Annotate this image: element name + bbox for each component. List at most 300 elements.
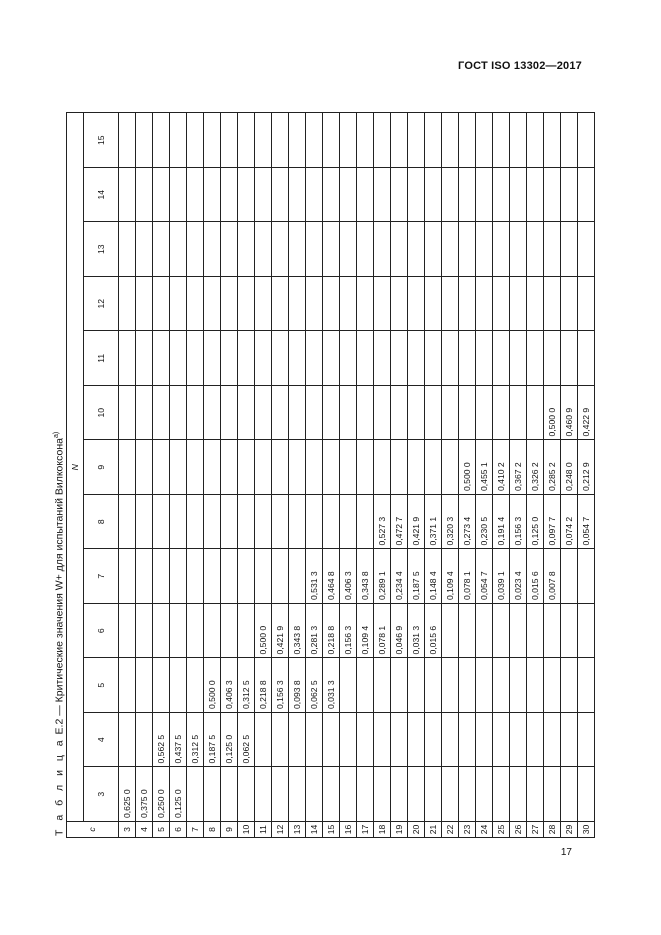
table-cell [221, 440, 238, 495]
table-cell [374, 168, 391, 223]
table-cell [408, 767, 425, 822]
table-cell [238, 331, 255, 386]
table-cell [408, 277, 425, 332]
header-n-cell: 5 [84, 658, 119, 713]
table-cell [323, 277, 340, 332]
table-cell [357, 767, 374, 822]
table-cell [476, 168, 493, 223]
rotated-table-area [48, 94, 591, 838]
table-cell [187, 549, 204, 604]
table-cell [561, 331, 578, 386]
table-cell [289, 440, 306, 495]
table-cell [323, 168, 340, 223]
table-cell [425, 113, 442, 168]
table-cell [119, 713, 136, 768]
table-cell [306, 767, 323, 822]
table-cell [204, 331, 221, 386]
table-cell [476, 386, 493, 441]
table-cell [510, 658, 527, 713]
table-row [136, 113, 153, 838]
table-cell [255, 113, 272, 168]
table-cell [578, 604, 595, 659]
table-row [391, 113, 408, 838]
header-row-N [67, 113, 84, 838]
table-cell [255, 549, 272, 604]
table-cell [408, 440, 425, 495]
header-c: c [67, 822, 119, 838]
table-cell [170, 658, 187, 713]
table-cell [374, 713, 391, 768]
table-cell: 0,093 8 [289, 658, 306, 713]
table-cell [255, 713, 272, 768]
table-row [476, 113, 493, 838]
header-n-cell: 8 [84, 495, 119, 550]
table-cell [255, 495, 272, 550]
table-cell [323, 440, 340, 495]
table-cell [408, 713, 425, 768]
critical-values-table [66, 113, 595, 839]
table-cell [476, 658, 493, 713]
table-cell [408, 386, 425, 441]
table-cell: 0,422 9 [578, 386, 595, 441]
table-cell [459, 767, 476, 822]
table-cell [459, 277, 476, 332]
table-cell [289, 168, 306, 223]
table-cell [323, 713, 340, 768]
table-cell [442, 658, 459, 713]
table-cell [136, 386, 153, 441]
table-cell [204, 604, 221, 659]
table-cell [340, 767, 357, 822]
table-cell: 0,273 4 [459, 495, 476, 550]
table-cell [510, 168, 527, 223]
header-n-cell: 4 [84, 713, 119, 768]
table-cell [153, 658, 170, 713]
table-cell [493, 658, 510, 713]
table-cell [493, 222, 510, 277]
table-cell: 0,343 8 [289, 604, 306, 659]
table-cell [238, 767, 255, 822]
table-cell: 0,289 1 [374, 549, 391, 604]
table-cell [340, 658, 357, 713]
table-cell [136, 495, 153, 550]
table-cell: 0,437 5 [170, 713, 187, 768]
table-cell [357, 168, 374, 223]
table-cell: 0,500 0 [255, 604, 272, 659]
table-cell [170, 277, 187, 332]
row-c-value: 7 [187, 822, 204, 838]
table-cell [425, 767, 442, 822]
table-cell [476, 277, 493, 332]
table-cell [187, 767, 204, 822]
table-cell [306, 713, 323, 768]
table-cell [119, 495, 136, 550]
table-cell: 0,421 9 [272, 604, 289, 659]
table-cell [136, 713, 153, 768]
table-cell [527, 713, 544, 768]
table-cell: 0,187 5 [204, 713, 221, 768]
table-cell [425, 440, 442, 495]
table-cell: 0,062 5 [238, 713, 255, 768]
table-cell [289, 113, 306, 168]
table-cell [136, 113, 153, 168]
table-cell [170, 440, 187, 495]
table-row [527, 113, 544, 838]
row-c-value: 10 [238, 822, 255, 838]
table-cell [459, 713, 476, 768]
table-cell: 0,148 4 [425, 549, 442, 604]
table-cell [187, 222, 204, 277]
table-cell [442, 767, 459, 822]
table-row [289, 113, 306, 838]
table-cell [119, 113, 136, 168]
table-cell [357, 331, 374, 386]
table-cell [442, 168, 459, 223]
table-cell [340, 277, 357, 332]
table-cell [459, 386, 476, 441]
row-c-value: 5 [153, 822, 170, 838]
table-cell [306, 168, 323, 223]
table-cell [340, 386, 357, 441]
table-cell [578, 549, 595, 604]
table-cell [238, 113, 255, 168]
row-c-value: 17 [357, 822, 374, 838]
table-cell [272, 713, 289, 768]
table-cell [493, 713, 510, 768]
table-cell [527, 658, 544, 713]
table-cell [204, 440, 221, 495]
table-cell [136, 658, 153, 713]
row-c-value: 24 [476, 822, 493, 838]
table-row [578, 113, 595, 838]
table-cell: 0,187 5 [408, 549, 425, 604]
table-cell [221, 495, 238, 550]
table-cell: 0,500 0 [459, 440, 476, 495]
table-cell [544, 658, 561, 713]
table-row [425, 113, 442, 838]
table-cell [391, 440, 408, 495]
table-cell [561, 277, 578, 332]
table-cell: 0,406 3 [340, 549, 357, 604]
table-cell [153, 386, 170, 441]
row-c-value: 23 [459, 822, 476, 838]
table-cell [510, 222, 527, 277]
table-cell [221, 549, 238, 604]
table-cell [459, 331, 476, 386]
table-cell: 0,248 0 [561, 440, 578, 495]
table-cell [340, 495, 357, 550]
row-c-value: 16 [340, 822, 357, 838]
table-cell [153, 495, 170, 550]
table-cell [408, 658, 425, 713]
table-cell [272, 331, 289, 386]
table-cell: 0,078 1 [459, 549, 476, 604]
table-cell [425, 168, 442, 223]
table-cell [527, 331, 544, 386]
table-cell: 0,367 2 [510, 440, 527, 495]
table-cell [391, 386, 408, 441]
table-cell [153, 277, 170, 332]
table-cell [238, 440, 255, 495]
table-cell [476, 767, 493, 822]
table-cell: 0,054 7 [578, 495, 595, 550]
table-cell [459, 604, 476, 659]
table-cell [289, 222, 306, 277]
table-row [544, 113, 561, 838]
row-c-value: 20 [408, 822, 425, 838]
table-row [340, 113, 357, 838]
table-cell [153, 604, 170, 659]
table-cell: 0,371 1 [425, 495, 442, 550]
table-cell [238, 168, 255, 223]
table-row [306, 113, 323, 838]
row-c-value: 12 [272, 822, 289, 838]
table-cell [476, 713, 493, 768]
table-cell [204, 168, 221, 223]
table-cell [408, 168, 425, 223]
table-cell [238, 549, 255, 604]
table-cell [442, 386, 459, 441]
row-c-value: 26 [510, 822, 527, 838]
table-cell: 0,625 0 [119, 767, 136, 822]
table-cell: 0,156 3 [272, 658, 289, 713]
table-cell [527, 386, 544, 441]
row-c-value: 18 [374, 822, 391, 838]
table-row [323, 113, 340, 838]
table-cell [527, 222, 544, 277]
table-cell [442, 604, 459, 659]
table-cell [153, 222, 170, 277]
table-cell [578, 658, 595, 713]
table-cell [272, 386, 289, 441]
table-cell: 0,156 3 [510, 495, 527, 550]
table-cell [510, 604, 527, 659]
table-cell [187, 386, 204, 441]
table-cell [136, 331, 153, 386]
table-cell [578, 222, 595, 277]
table-cell [561, 222, 578, 277]
table-row [119, 113, 136, 838]
table-cell [578, 713, 595, 768]
table-cell: 0,320 3 [442, 495, 459, 550]
table-cell: 0,500 0 [544, 386, 561, 441]
table-cell [289, 277, 306, 332]
table-cell [442, 440, 459, 495]
header-n-cell: 14 [84, 168, 119, 223]
table-cell [289, 549, 306, 604]
table-cell [493, 113, 510, 168]
table-cell [374, 658, 391, 713]
header-n-cell: 6 [84, 604, 119, 659]
table-cell [119, 549, 136, 604]
table-cell [136, 440, 153, 495]
table-cell [425, 658, 442, 713]
table-cell [510, 386, 527, 441]
table-row [170, 113, 187, 838]
table-cell [187, 495, 204, 550]
row-c-value: 30 [578, 822, 595, 838]
rotated-content [48, 94, 591, 838]
table-cell [323, 222, 340, 277]
table-cell [493, 604, 510, 659]
table-cell [119, 277, 136, 332]
table-cell [425, 386, 442, 441]
table-cell [136, 277, 153, 332]
table-cell [578, 168, 595, 223]
row-c-value: 28 [544, 822, 561, 838]
table-cell [187, 331, 204, 386]
table-cell [221, 767, 238, 822]
table-cell [340, 440, 357, 495]
table-cell [153, 331, 170, 386]
header-N: N [67, 113, 84, 822]
table-cell [306, 222, 323, 277]
table-cell: 0,054 7 [476, 549, 493, 604]
table-cell [408, 331, 425, 386]
table-cell [289, 767, 306, 822]
table-cell: 0,312 5 [238, 658, 255, 713]
table-cell [391, 222, 408, 277]
table-cell [374, 386, 391, 441]
table-cell: 0,527 3 [374, 495, 391, 550]
table-cell [170, 604, 187, 659]
table-cell: 0,156 3 [340, 604, 357, 659]
table-cell: 0,464 8 [323, 549, 340, 604]
table-cell [391, 277, 408, 332]
header-n-cell: 10 [84, 386, 119, 441]
table-cell [238, 222, 255, 277]
table-cell [578, 113, 595, 168]
table-cell [357, 113, 374, 168]
table-cell: 0,410 2 [493, 440, 510, 495]
table-caption [48, 92, 66, 838]
table-cell: 0,007 8 [544, 549, 561, 604]
table-cell [544, 113, 561, 168]
table-row [459, 113, 476, 838]
table-cell [221, 222, 238, 277]
table-row [374, 113, 391, 838]
table-cell: 0,421 9 [408, 495, 425, 550]
table-cell [357, 440, 374, 495]
table-cell [561, 549, 578, 604]
table-cell [476, 604, 493, 659]
table-cell [527, 277, 544, 332]
table-row [357, 113, 374, 838]
table-cell [187, 168, 204, 223]
table-cell [306, 331, 323, 386]
table-cell [561, 113, 578, 168]
table-cell: 0,062 5 [306, 658, 323, 713]
table-cell [170, 549, 187, 604]
table-cell: 0,460 9 [561, 386, 578, 441]
table-cell: 0,074 2 [561, 495, 578, 550]
header-n-cell: 3 [84, 767, 119, 822]
table-cell [561, 604, 578, 659]
table-cell [544, 277, 561, 332]
table-cell [578, 277, 595, 332]
table-cell [153, 168, 170, 223]
header-n-cell: 15 [84, 113, 119, 168]
table-cell [306, 495, 323, 550]
table-row [221, 113, 238, 838]
table-cell: 0,281 3 [306, 604, 323, 659]
table-cell: 0,375 0 [136, 767, 153, 822]
table-cell [187, 440, 204, 495]
table-cell [357, 713, 374, 768]
table-cell: 0,312 5 [187, 713, 204, 768]
table-cell: 0,472 7 [391, 495, 408, 550]
table-cell: 0,250 0 [153, 767, 170, 822]
table-cell [578, 331, 595, 386]
table-cell [459, 658, 476, 713]
table-cell: 0,109 4 [357, 604, 374, 659]
row-c-value: 11 [255, 822, 272, 838]
table-cell [340, 331, 357, 386]
table-cell [119, 440, 136, 495]
table-cell [170, 168, 187, 223]
table-cell [323, 495, 340, 550]
table-cell [357, 386, 374, 441]
table-row [442, 113, 459, 838]
table-cell [272, 113, 289, 168]
table-cell [221, 277, 238, 332]
table-cell: 0,046 9 [391, 604, 408, 659]
table-cell [306, 277, 323, 332]
table-cell [255, 277, 272, 332]
table-cell [204, 767, 221, 822]
table-cell [391, 113, 408, 168]
table-cell [561, 168, 578, 223]
table-cell [357, 658, 374, 713]
table-cell [153, 549, 170, 604]
table-cell [510, 767, 527, 822]
row-c-value: 8 [204, 822, 221, 838]
table-cell [221, 386, 238, 441]
row-c-value: 29 [561, 822, 578, 838]
table-row [204, 113, 221, 838]
table-cell [306, 386, 323, 441]
table-cell [459, 113, 476, 168]
table-cell [527, 767, 544, 822]
table-cell [255, 440, 272, 495]
table-cell: 0,125 0 [170, 767, 187, 822]
row-c-value: 22 [442, 822, 459, 838]
row-c-value: 14 [306, 822, 323, 838]
table-cell [578, 767, 595, 822]
table-cell [493, 168, 510, 223]
table-cell: 0,212 9 [578, 440, 595, 495]
table-cell: 0,191 4 [493, 495, 510, 550]
table-cell: 0,097 7 [544, 495, 561, 550]
table-cell [136, 222, 153, 277]
row-c-value: 3 [119, 822, 136, 838]
table-cell [357, 222, 374, 277]
table-cell: 0,234 4 [391, 549, 408, 604]
table-cell [272, 222, 289, 277]
table-cell [442, 331, 459, 386]
table-cell [391, 767, 408, 822]
table-cell: 0,125 0 [527, 495, 544, 550]
table-cell [544, 767, 561, 822]
table-cell [204, 549, 221, 604]
table-cell [425, 222, 442, 277]
row-c-value: 25 [493, 822, 510, 838]
table-cell [323, 331, 340, 386]
table-cell: 0,218 8 [323, 604, 340, 659]
table-cell [391, 168, 408, 223]
table-cell [255, 767, 272, 822]
table-cell [170, 113, 187, 168]
